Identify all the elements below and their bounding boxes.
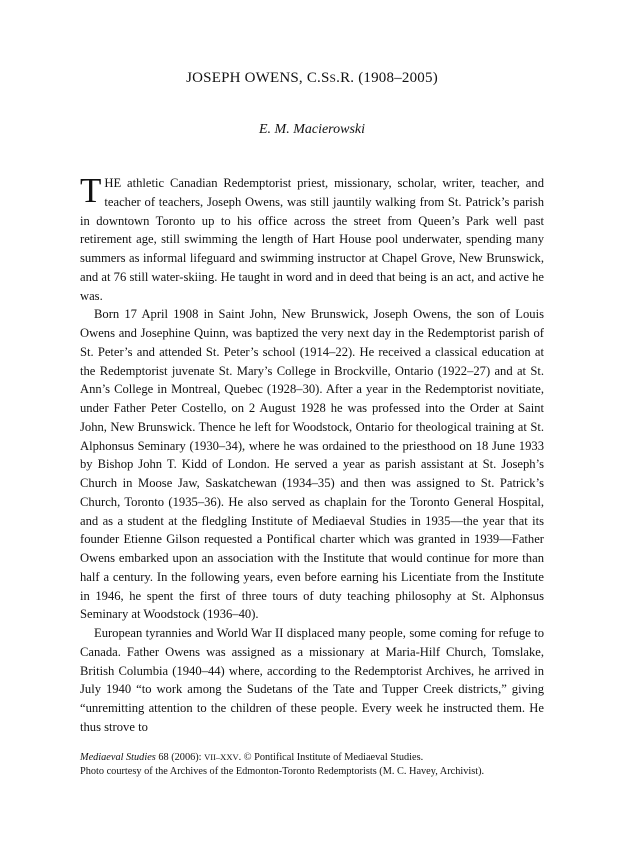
title-end: .R. (1908–2005)	[336, 70, 438, 86]
author-name: E. M. Macierowski	[258, 122, 365, 137]
citation-pages: VII–XXV	[204, 752, 239, 762]
drop-cap: T	[80, 171, 102, 210]
journal-name: Mediaeval Studies	[80, 752, 156, 763]
paragraph-1-text: HE athletic Canadian Redemptorist priest, missionary, scholar, writer, teacher, and teacher of teachers, Joseph Owens, was still jauntily walking from St. Patrick’s parish in downtown Toronto up to his office across the street from Queen’s Park well past retirement age, still swimming the length of Hart House pool underwater, spending many summers as informal lifeguard and swimming instructor at Chapel Grove, New Brunswick, and at 76 still water-skiing. He taught in word and in deed that being is an act, and active he was.	[80, 176, 544, 303]
paragraph-3: European tyrannies and World War II displaced many people, some coming for refuge to Canada. Father Owens was assigned as a missionary at Maria-Hilf Church, Tomslake, British Columbia (1940–44) where, according to the Redemptorist Archives, he arrived in July 1940 “to work among the Sudetans of the Tate and Tupper Creek districts,” giving “unremitting attention to the children of these people. Every week he instructed them. He thus strove to	[80, 626, 544, 734]
article-title	[0, 70, 624, 87]
title-smallcap: S	[329, 73, 337, 85]
article-body	[80, 171, 544, 737]
photo-credit: Photo courtesy of the Archives of the Edmonton-Toronto Redemptorists (M. C. Havey, Archivist).	[80, 766, 485, 777]
citation-copyright: . © Pontifical Institute of Mediaeval Studies.	[238, 752, 424, 763]
paragraph-2: Born 17 April 1908 in Saint John, New Brunswick, Joseph Owens, the son of Louis Owens and Josephine Quinn, was baptized the very next day in the Redemptorist parish of St. Peter’s and attended St. Peter’s school (1914–22). He received a classical education at the Redemptorist juvenate St. Mary’s College in Brockville, Ontario (1922–27) and at St. Ann’s College in Montreal, Quebec (1928–30). After a year in the Redemptorist novitiate, under Father Peter Costello, on 2 August 1928 he was professed into the Order at Saint John, New Brunswick. Thence he left for Woodstock, Ontario for theological training at St. Alphonsus Seminary (1930–34), where he was ordained to the priesthood on 18 June 1933 by Bishop John T. Kidd of London. He served a year as parish assistant at St. Joseph’s Church in Moose Jaw, Saskatchewan (1934–35) and then was assigned to St. Patrick’s Church, Toronto (1935–36). He also served as chaplain for the Toronto General Hospital, and as a student at the fledgling Institute of Mediaeval Studies in 1935—the year that its founder Etienne Gilson requested a Pontifical charter which was granted in 1939—Father Owens embarked upon an association with the Institute that would continue for more than half a century. In the following years, even before earning his Licentiate from the Institute in 1946, he spent the first of three tours of duty teaching philosophy at St. Alphonsus Seminary at Woodstock (1936–40).	[80, 307, 544, 622]
citation-line	[80, 750, 544, 765]
title-main: JOSEPH OWENS, C.S	[186, 70, 330, 86]
citation-volume: 68 (2006):	[155, 752, 205, 763]
paragraph-1	[80, 171, 544, 305]
footnote	[80, 750, 544, 779]
